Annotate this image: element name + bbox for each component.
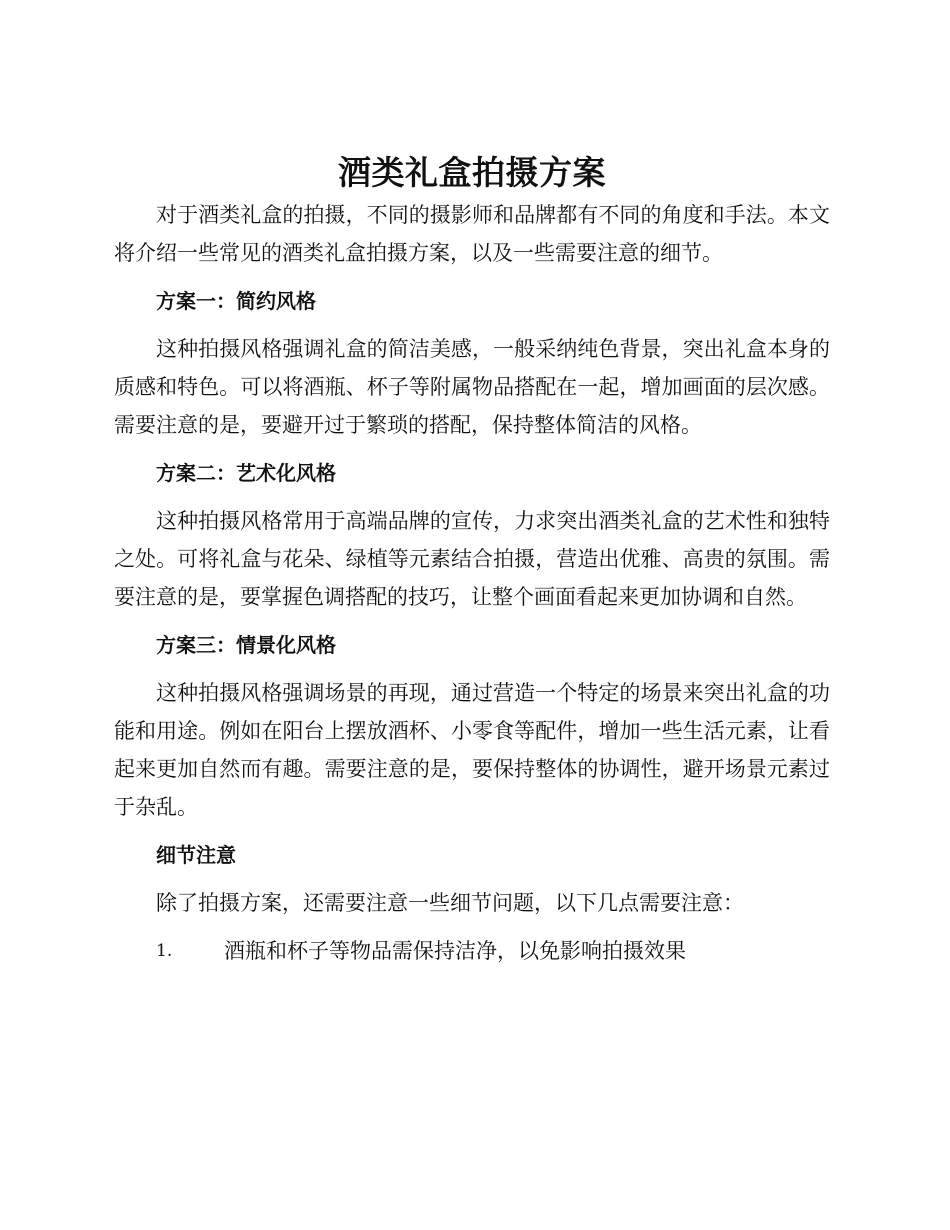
section-heading-4: 细节注意 (156, 843, 236, 867)
list-text: 酒瓶和杯子等物品需保持洁净，以免影响拍摄效果 (224, 939, 686, 963)
document-title: 酒类礼盒拍摄方案 (338, 153, 606, 192)
section-body-2: 这种拍摄风格常用于高端品牌的宣传，力求突出酒类礼盒的艺术性和独特之处。可将礼盒与花朵、绿植等元素结合拍摄，营造出优雅、高贵的氛围。需要注意的是，要掌握色调搭配的技巧，让整个画面看起来更加协调和自然。 (114, 509, 830, 609)
document-content (114, 150, 830, 970)
section-body-3: 这种拍摄风格强调场景的再现，通过营造一个特定的场景来突出礼盒的功能和用途。例如在阳台上摆放酒杯、小零食等配件，增加一些生活元素，让看起来更加自然而有趣。需要注意的是，要保持整体的协调性，避开场景元素过于杂乱。 (114, 681, 830, 819)
section-heading-3: 方案三：情景化风格 (156, 633, 336, 657)
section-heading-1: 方案一：简约风格 (156, 289, 316, 313)
section-body-1: 这种拍摄风格强调礼盒的简洁美感，一般采纳纯色背景，突出礼盒本身的质感和特色。可以将酒瓶、杯子等附属物品搭配在一起，增加画面的层次感。需要注意的是，要避开过于繁琐的搭配，保持整体简洁的风格。 (114, 337, 830, 437)
list-number: 1. (156, 941, 173, 961)
section-heading-2: 方案二：艺术化风格 (156, 461, 336, 485)
section-body-4: 除了拍摄方案，还需要注意一些细节问题，以下几点需要注意： (156, 891, 744, 915)
intro-paragraph: 对于酒类礼盒的拍摄，不同的摄影师和品牌都有不同的角度和手法。本文将介绍一些常见的酒类礼盒拍摄方案，以及一些需要注意的细节。 (114, 203, 830, 265)
list-item (156, 932, 830, 970)
